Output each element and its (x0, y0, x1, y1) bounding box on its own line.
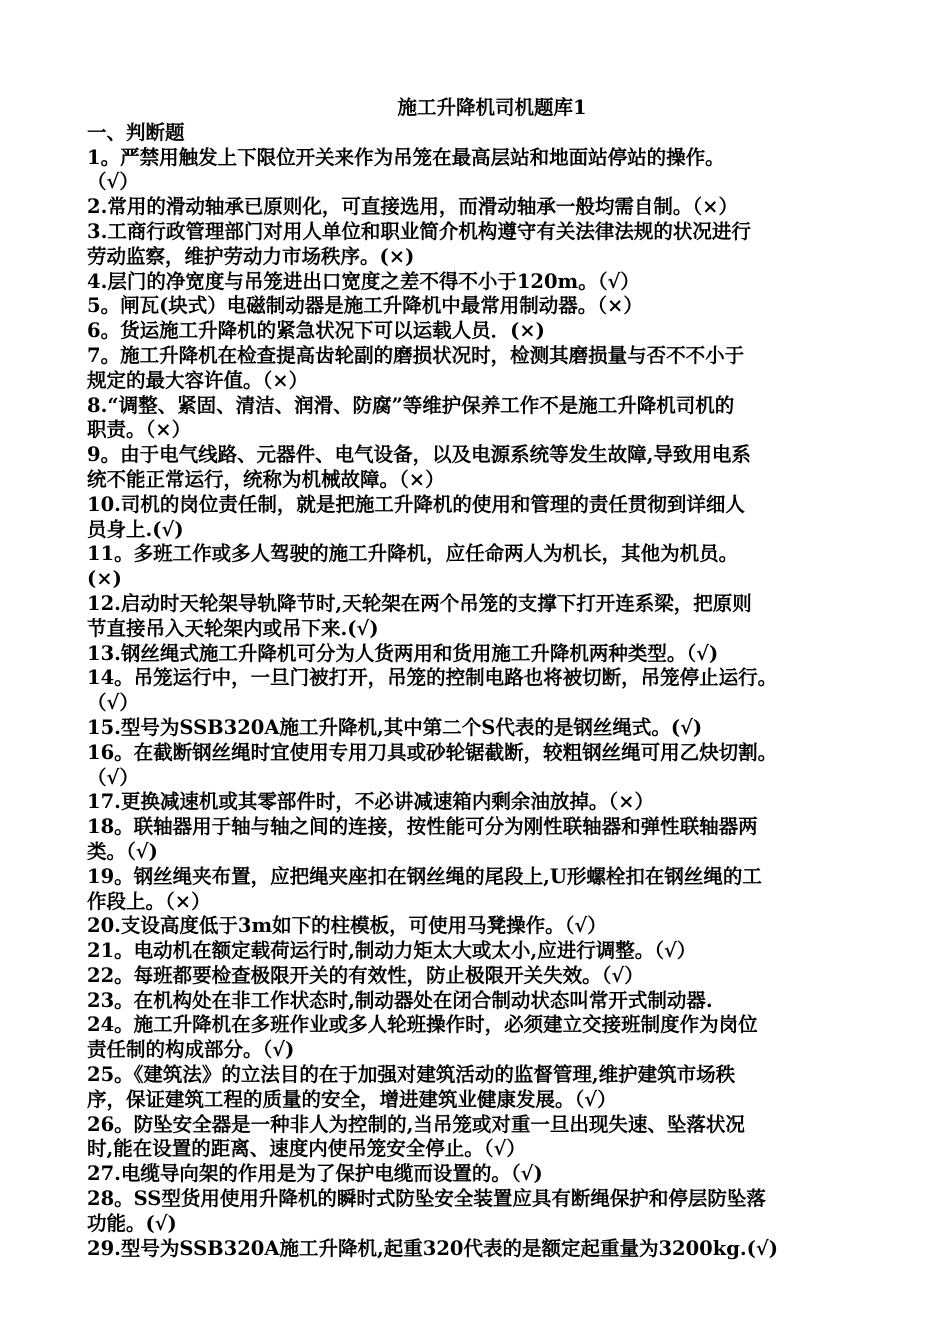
question-line: 21。电动机在额定载荷运行时,制动力矩太大或太小,应进行调整。（√） (87, 939, 697, 963)
question-line: 29.型号为SSB320A施工升降机,起重320代表的是额定起重量为3200kg.(√) (87, 1236, 778, 1260)
document-title: 施工升降机司机题库1 (397, 96, 587, 119)
question-line: 作段上。（×） (87, 889, 211, 913)
question-line: （√） (87, 170, 139, 194)
question-line: 20.支设高度低于3m如下的柱模板，可使用马凳操作。（√） (87, 914, 607, 938)
question-line: 统不能正常运行，统称为机械故障。（×） (87, 467, 445, 491)
question-line: 时,能在设置的距离、速度内使吊笼安全停止。（√） (87, 1137, 526, 1161)
question-line: 27.电缆导向架的作用是为了保护电缆而设置的。（√) (87, 1162, 543, 1186)
question-line: 类。（√) (87, 839, 158, 863)
question-line: 职责。（×） (87, 418, 192, 442)
question-line: 11。多班工作或多人驾驶的施工升降机，应任命两人为机长，其他为机员。 (87, 542, 739, 566)
question-line: 28。SS型货用使用升降机的瞬时式防坠安全装置应具有断绳保护和停层防坠落 (87, 1187, 766, 1211)
question-line: 3.工商行政管理部门对用人单位和职业简介机构遵守有关法律法规的状况进行 (87, 219, 751, 243)
section-heading: 一、判断题 (87, 120, 185, 144)
question-line: 6。货运施工升降机的紧急状况下可以运载人员．(×) (87, 319, 545, 343)
question-line: 22。每班都要检查极限开关的有效性，防止极限开关失效。（√） (87, 963, 644, 987)
question-line: 5。闸瓦(块式）电磁制动器是施工升降机中最常用制动器。（×） (87, 294, 643, 318)
question-line: 9。由于电气线路、元器件、电气设备，以及电源系统等发生故障,导致用电系 (87, 443, 751, 467)
question-line: 17.更换减速机或其零部件时，不必讲减速箱内剩余油放掉。（×） (87, 790, 655, 814)
question-line: 劳动监察，维护劳动力市场秩序。(×) (87, 244, 415, 268)
question-line: 19。钢丝绳夹布置，应把绳夹座扣在钢丝绳的尾段上,U形螺栓扣在钢丝绳的工 (87, 864, 762, 888)
question-line: 12.启动时天轮架导轨降节时,天轮架在两个吊笼的支撑下打开连系梁，把原则 (87, 591, 752, 615)
question-line: 节直接吊入天轮架内或吊下来.(√) (87, 616, 379, 640)
question-line: 1。严禁用触发上下限位开关来作为吊笼在最高层站和地面站停站的操作。 (87, 145, 725, 169)
question-line: 26。防坠安全器是一种非人为控制的,当吊笼或对重一旦出现失速、坠落状况 (87, 1112, 745, 1136)
question-line: 序，保证建筑工程的质量的安全，增进建筑业健康发展。（√） (87, 1087, 617, 1111)
question-line: 25。《建筑法》的立法目的在于加强对建筑活动的监督管理,维护建筑市场秩 (87, 1063, 736, 1087)
question-line: 14。吊笼运行中，一旦门被打开，吊笼的控制电路也将被切断，吊笼停止运行。 (87, 666, 778, 690)
question-line: 2.常用的滑动轴承已原则化，可直接选用，而滑动轴承一般均需自制。（×） (87, 195, 738, 219)
question-line: 8.“调整、紧固、清洁、润滑、防腐”等维护保养工作不是施工升降机司机的 (87, 393, 735, 417)
question-line: （√） (87, 691, 139, 715)
question-line: 16。在截断钢丝绳时宜使用专用刀具或砂轮锯截断，较粗钢丝绳可用乙炔切割。 (87, 740, 778, 764)
question-line: 10.司机的岗位责任制，就是把施工升降机的使用和管理的责任贯彻到详细人 (87, 492, 745, 516)
question-line: 规定的最大容许值。（×） (87, 368, 309, 392)
document-page (87, 96, 877, 1261)
question-line: (×) (87, 567, 122, 591)
question-line: 18。联轴器用于轴与轴之间的连接，按性能可分为刚性联轴器和弹性联轴器两 (87, 815, 758, 839)
question-line: 13.钢丝绳式施工升降机可分为人货两用和货用施工升降机两种类型。（√) (87, 641, 719, 665)
question-line: 7。施工升降机在检查提高齿轮副的磨损状况时，检测其磨损量与否不不小于 (87, 343, 745, 367)
question-line: 员身上.(√) (87, 517, 184, 541)
question-line: 4.层门的净宽度与吊笼进出口宽度之差不得不小于120m。（√） (87, 269, 640, 293)
question-list (87, 146, 877, 1262)
question-line: 责任制的构成部分。（√) (87, 1038, 295, 1062)
question-line: 24。施工升降机在多班作业或多人轮班操作时，必须建立交接班制度作为岗位 (87, 1013, 758, 1037)
question-line: （√） (87, 765, 139, 789)
question-line: 功能。(√) (87, 1211, 177, 1235)
question-line: 23。在机构处在非工作状态时,制动器处在闭合制动状态叫常开式制动器. (87, 988, 713, 1012)
question-line: 15.型号为SSB320A施工升降机,其中第二个S代表的是钢丝绳式。(√) (87, 715, 703, 739)
